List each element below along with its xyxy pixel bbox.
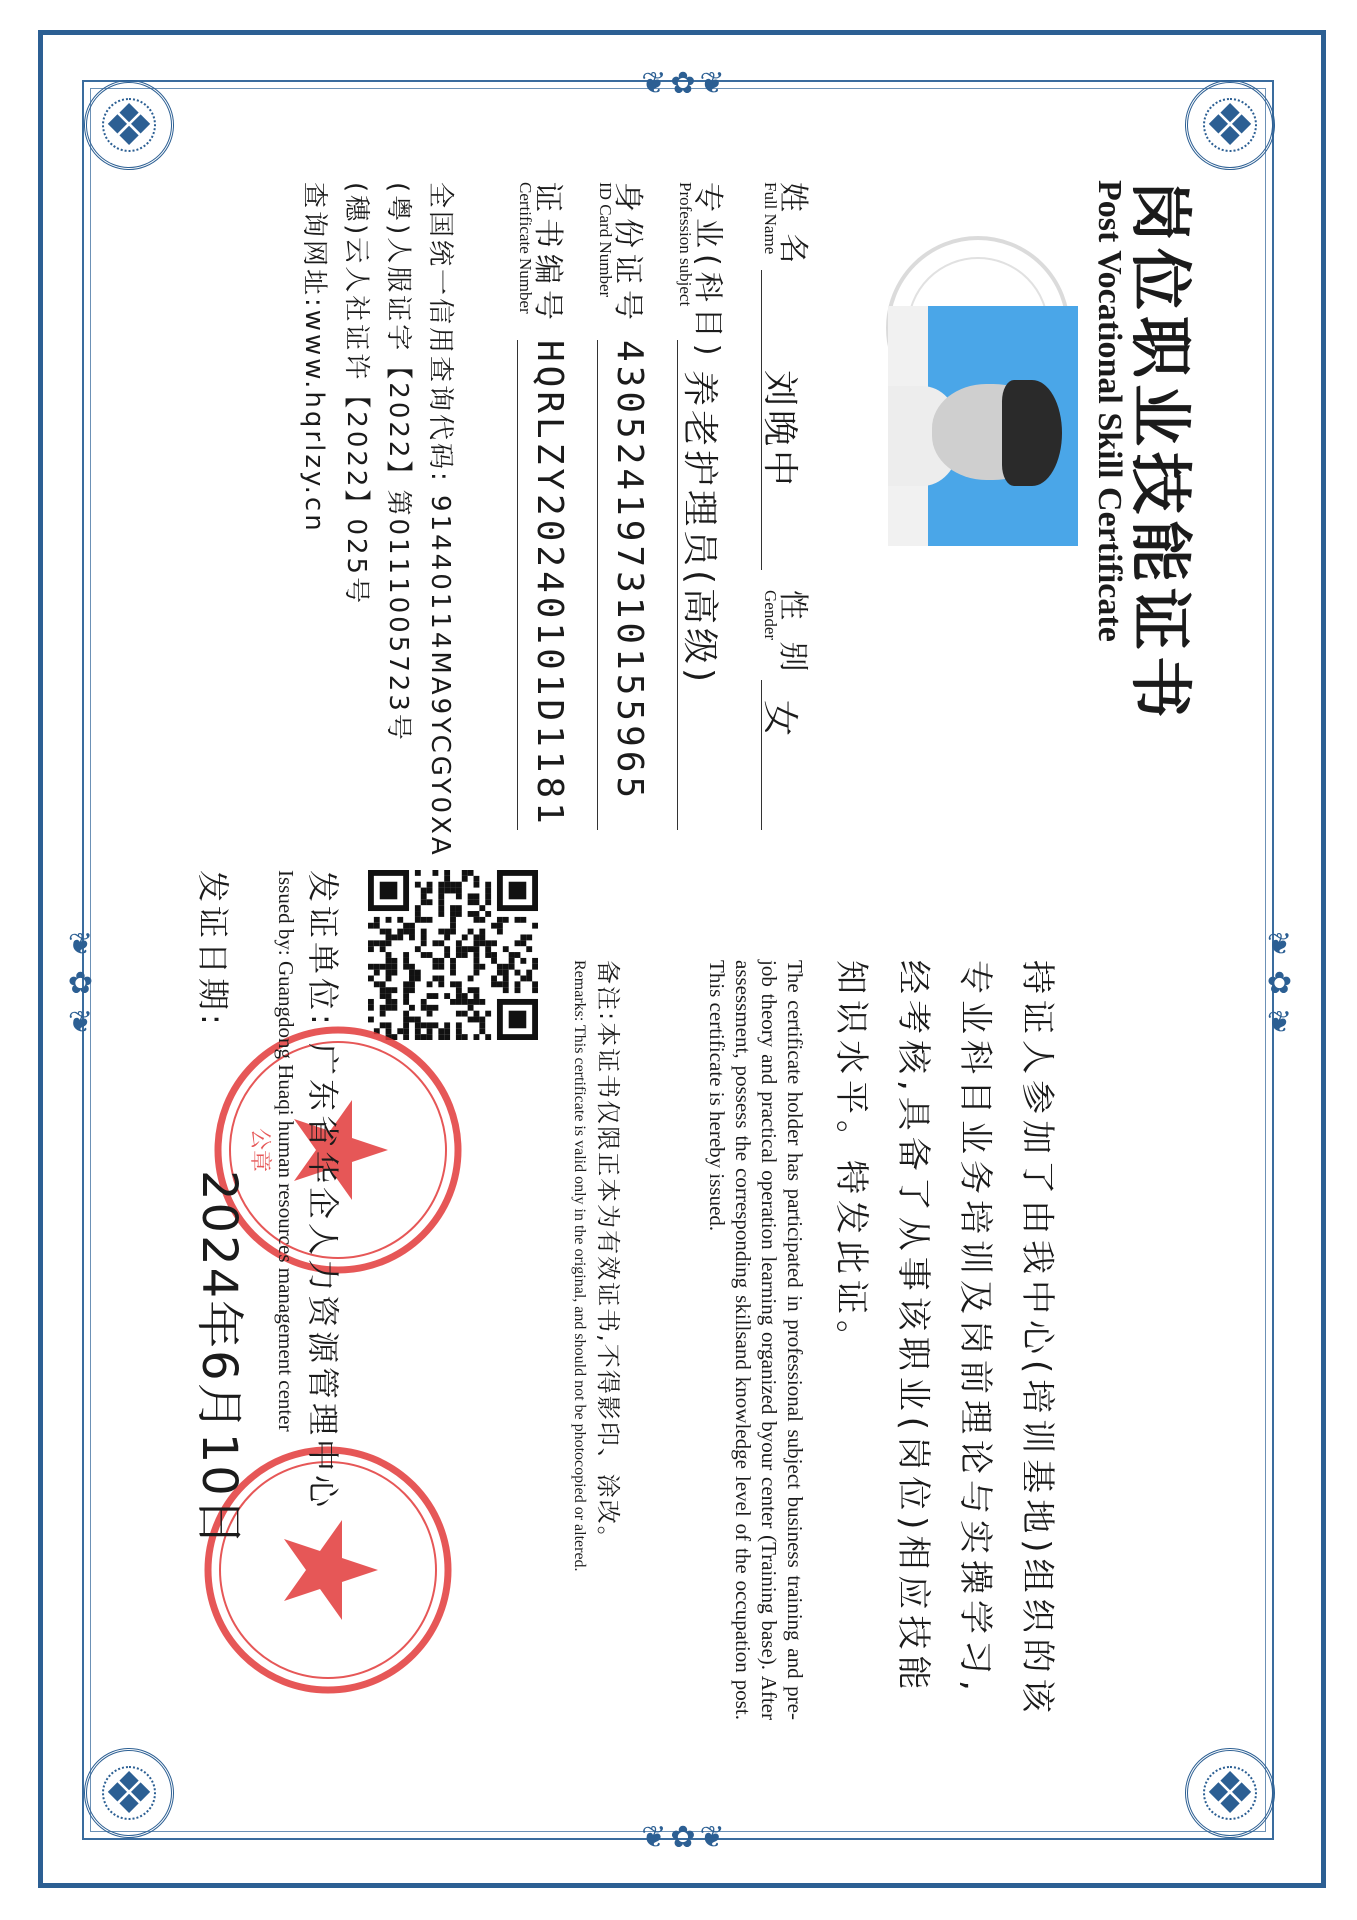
edge-ornament-icon: ❦✿❦ <box>1262 926 1297 1044</box>
id-card-value: 430524197310155965 <box>609 340 650 803</box>
cert-number-label-en: Certificate Number <box>516 182 535 314</box>
corner-ornament-icon: ❖ <box>1175 1738 1285 1848</box>
statement-cn: 持证人参加了由我中心(培训基地)组织的该专业科目业务培训及岗前理论与实操学习,经考核,具备了从事该职业(岗位)相应技能知识水平。特发此证。 <box>831 960 1057 1719</box>
gender-underline <box>761 680 762 830</box>
edge-ornament-icon: ❦✿❦ <box>63 926 98 1044</box>
name-value: 刘晚中 <box>759 370 800 491</box>
issuer-en: Issued by: Guangdong Huaqi human resources management center <box>274 870 298 1432</box>
issue-date-label: 发证日期: <box>194 870 232 1029</box>
corner-ornament-icon: ❖ <box>1175 70 1285 180</box>
id-card-label-en: ID Card Number <box>596 182 615 298</box>
svg-text:公章: 公章 <box>247 1127 272 1173</box>
corner-ornament-icon: ❖ <box>74 70 184 180</box>
gender-label: 性 别 <box>775 590 810 678</box>
cert-number-value: HQRLZY20240101D1181 <box>529 340 570 828</box>
statement-en: The certificate holder has participated in professional subject business training and pre-job theory and practical operation learning organized byour center (Training base). After assessment, possess the corresponding skillsand knowledge level of the occupation post. This certificate is hereby issued. <box>705 960 807 1720</box>
license-note-1: (粤)人服证字【2022】第0111005723号 <box>383 182 413 743</box>
id-card-underline <box>597 340 598 830</box>
id-card-label: 身份证号 <box>610 182 645 326</box>
remark-en: Remarks: This certificate is valid only in the original, and should not be photocopied or altered. <box>571 960 588 1572</box>
license-note-2: (穗)云人社证许【2022】025号 <box>341 182 371 607</box>
credit-code-note: 全国统一信用查询代码: 91440114MA9YCGY0XA <box>425 182 455 858</box>
name-label: 姓 名 <box>775 182 810 270</box>
profession-label: 专业(科目) <box>690 182 725 362</box>
holder-photo <box>888 306 1078 546</box>
name-label-en: Full Name <box>761 182 780 255</box>
query-url-note: 查询网址:www.hqrlzy.cn <box>299 182 329 534</box>
gender-label-en: Gender <box>761 590 780 641</box>
issue-date-value: 2024年6月10日 <box>191 1170 247 1548</box>
certificate-title: 岗位职业技能证书 <box>1124 180 1197 725</box>
remark-cn: 备注:本证书仅限正本为有效证书,不得影印、涂改。 <box>594 960 622 1552</box>
cert-number-underline <box>517 340 518 830</box>
gender-value: 女 <box>759 700 800 741</box>
profession-value: 养老护理员(高级) <box>679 370 720 687</box>
certificate-body <box>128 140 1228 1780</box>
certificate-title-en: Post Vocational Skill Certificate <box>1091 180 1128 642</box>
qr-code-icon[interactable] <box>368 870 538 1040</box>
profession-label-en: Profession subject <box>676 182 695 307</box>
name-underline <box>761 270 762 570</box>
edge-ornament-icon: ❦✿❦ <box>641 1820 729 1855</box>
cert-number-label: 证书编号 <box>530 182 565 326</box>
corner-ornament-icon: ❖ <box>74 1738 184 1848</box>
edge-ornament-icon: ❦✿❦ <box>641 66 729 101</box>
issuer-cn: 发证单位: 广东省华企人力资源管理中心 <box>304 870 342 1511</box>
profession-underline <box>677 340 678 830</box>
